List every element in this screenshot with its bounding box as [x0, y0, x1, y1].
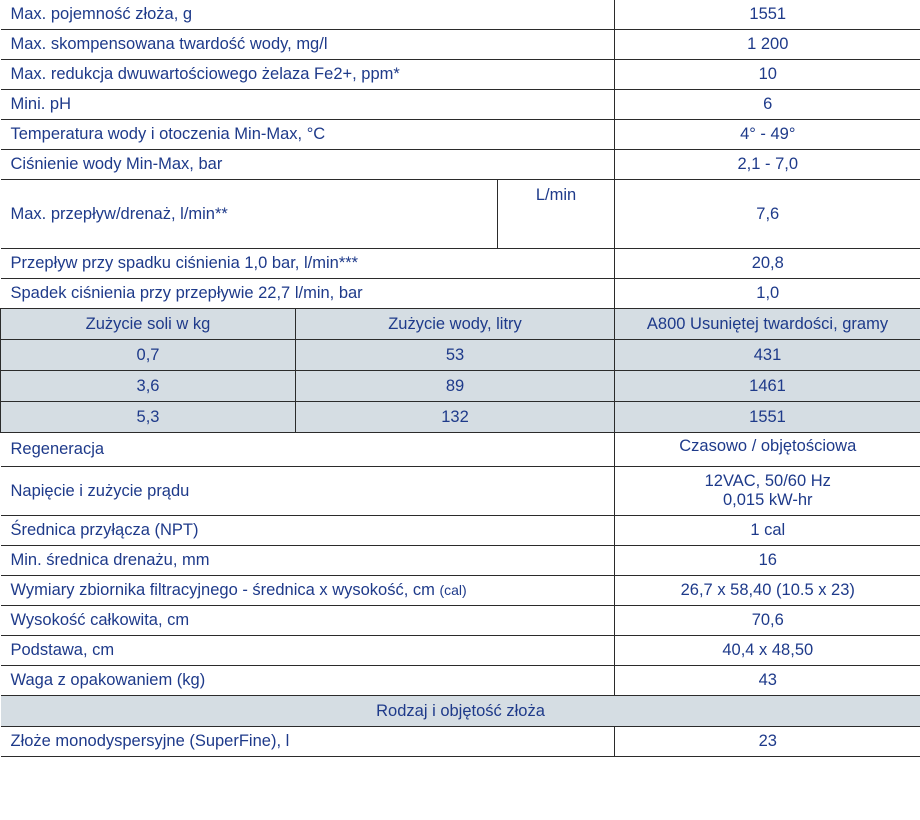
- spec-label: Temperatura wody i otoczenia Min-Max, °C: [1, 120, 615, 150]
- spec-value: 10: [615, 60, 920, 90]
- spec-label: [1, 576, 615, 606]
- header-salt: Zużycie soli w kg: [1, 309, 296, 340]
- spec-row-flow: [1, 180, 920, 249]
- cell-water: 132: [296, 402, 615, 433]
- cell-salt: 0,7: [1, 340, 296, 371]
- spec-row-weight: [1, 666, 920, 696]
- salt-table-row: [1, 402, 920, 433]
- spec-label: Max. pojemność złoża, g: [1, 0, 615, 30]
- spec-value: 26,7 x 58,40 (10.5 x 23): [615, 576, 920, 606]
- spec-row-pressure: [1, 150, 920, 180]
- spec-value: 23: [615, 727, 920, 757]
- header-hardness-removed: A800 Usuniętej twardości, gramy: [615, 309, 920, 340]
- cell-water: 53: [296, 340, 615, 371]
- spec-label: Max. skompensowana twardość wody, mg/l: [1, 30, 615, 60]
- spec-value: 43: [615, 666, 920, 696]
- spec-value: 1 cal: [615, 516, 920, 546]
- tank-label-text: Wymiary zbiornika filtracyjnego - średnica x wysokość, cm: [10, 581, 435, 599]
- spec-row-capacity: [1, 0, 920, 30]
- spec-value: 16: [615, 546, 920, 576]
- spec-value: 40,4 x 48,50: [615, 636, 920, 666]
- spec-value: 2,1 - 7,0: [615, 150, 920, 180]
- spec-row-flow-drop: [1, 249, 920, 279]
- spec-label: Ciśnienie wody Min-Max, bar: [1, 150, 615, 180]
- spec-row-drain: [1, 546, 920, 576]
- spec-row-base: [1, 636, 920, 666]
- spec-row-connection: [1, 516, 920, 546]
- spec-value: Czasowo / objętościowa: [615, 433, 920, 467]
- cell-salt: 5,3: [1, 402, 296, 433]
- spec-value: 70,6: [615, 606, 920, 636]
- cell-salt: 3,6: [1, 371, 296, 402]
- spec-row-power: [1, 467, 920, 516]
- spec-row-tank: [1, 576, 920, 606]
- spec-row-height: [1, 606, 920, 636]
- spec-label: Regeneracja: [1, 433, 615, 467]
- spec-label: Podstawa, cm: [1, 636, 615, 666]
- salt-table-row: [1, 371, 920, 402]
- spec-label: Waga z opakowaniem (kg): [1, 666, 615, 696]
- spec-value: 1 200: [615, 30, 920, 60]
- spec-value: 6: [615, 90, 920, 120]
- spec-row-temperature: [1, 120, 920, 150]
- spec-label: Średnica przyłącza (NPT): [1, 516, 615, 546]
- spec-label: Przepływ przy spadku ciśnienia 1,0 bar, l/min***: [1, 249, 615, 279]
- spec-value: [615, 467, 920, 516]
- spec-row-pressure-drop: [1, 279, 920, 309]
- spec-label: Min. średnica drenażu, mm: [1, 546, 615, 576]
- spec-label: Spadek ciśnienia przy przepływie 22,7 l/min, bar: [1, 279, 615, 309]
- flow-unit: L/min: [498, 180, 615, 249]
- salt-table-row: [1, 340, 920, 371]
- spec-row-iron: [1, 60, 920, 90]
- spec-label: Mini. pH: [1, 90, 615, 120]
- media-section-header: [1, 696, 920, 727]
- cell-hardness: 1551: [615, 402, 920, 433]
- salt-table-header: [1, 309, 920, 340]
- spec-value: 1,0: [615, 279, 920, 309]
- spec-label: Złoże monodyspersyjne (SuperFine), l: [1, 727, 615, 757]
- spec-label: Max. redukcja dwuwartościowego żelaza Fe2+, ppm*: [1, 60, 615, 90]
- power-value-line2: 0,015 kW-hr: [722, 491, 813, 509]
- spec-label: Wysokość całkowita, cm: [1, 606, 615, 636]
- tank-label-unit: (cal): [439, 582, 467, 598]
- spec-value: 1551: [615, 0, 920, 30]
- spec-label: Napięcie i zużycie prądu: [1, 467, 615, 516]
- spec-row-hardness: [1, 30, 920, 60]
- spec-row-regeneration: [1, 433, 920, 467]
- spec-row-media: [1, 727, 920, 757]
- section-title: Rodzaj i objętość złoża: [1, 696, 920, 727]
- spec-value: 7,6: [615, 180, 920, 249]
- header-water: Zużycie wody, litry: [296, 309, 615, 340]
- spec-label: Max. przepływ/drenaż, l/min**: [1, 180, 498, 249]
- cell-hardness: 431: [615, 340, 920, 371]
- spec-value: 4° - 49°: [615, 120, 920, 150]
- spec-value: 20,8: [615, 249, 920, 279]
- power-value-line1: 12VAC, 50/60 Hz: [704, 472, 831, 490]
- spec-row-ph: [1, 90, 920, 120]
- cell-hardness: 1461: [615, 371, 920, 402]
- cell-water: 89: [296, 371, 615, 402]
